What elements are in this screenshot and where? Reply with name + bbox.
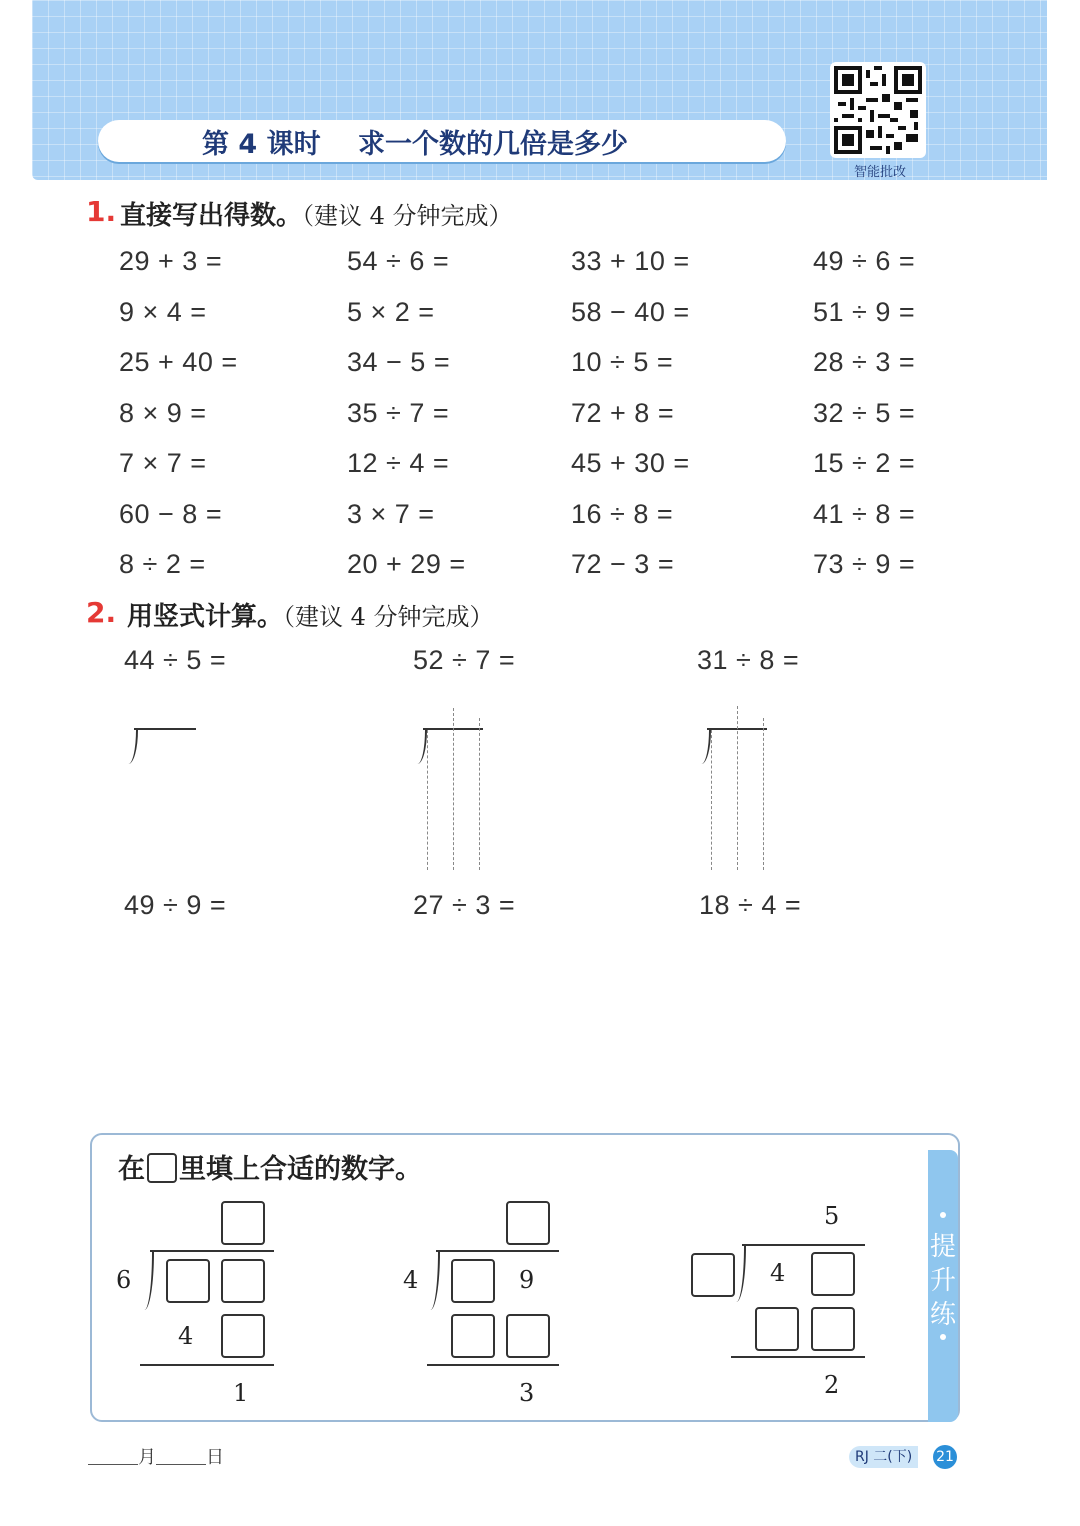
quotient-digit: 5	[824, 1202, 840, 1230]
month-label: 月	[138, 1447, 156, 1468]
vertical-problem: 52 ÷ 7 =	[413, 645, 516, 675]
vertical-problem: 27 ÷ 3 =	[413, 890, 516, 920]
vertical-problem: 49 ÷ 9 =	[124, 890, 227, 920]
blank-box-sample	[147, 1153, 177, 1183]
day-blank[interactable]	[156, 1446, 206, 1465]
math-fact: 72 − 3 =	[571, 549, 675, 579]
page-number: 21	[933, 1445, 957, 1469]
math-fact: 58 − 40 =	[571, 297, 690, 327]
lesson-topic: 求一个数的几倍是多少	[358, 128, 628, 160]
math-fact: 8 ÷ 2 =	[119, 549, 206, 579]
guide-dashline	[427, 730, 428, 870]
math-fact: 16 ÷ 8 =	[571, 499, 674, 529]
math-fact: 72 + 8 =	[571, 398, 675, 428]
math-fact: 3 × 7 =	[347, 499, 435, 529]
section-2-hint: （建议 4 分钟完成）	[283, 603, 494, 631]
divisor-digit: 6	[116, 1266, 132, 1294]
math-fact: 7 × 7 =	[119, 448, 207, 478]
section-2-title-text: 用竖式计算。	[127, 602, 284, 632]
section-2-number: 2.	[86, 596, 117, 629]
math-fact: 35 ÷ 7 =	[347, 398, 450, 428]
math-fact: 20 + 29 =	[347, 549, 466, 579]
vertical-problem: 31 ÷ 8 =	[697, 645, 800, 675]
dividend-tens-box[interactable]	[166, 1259, 210, 1303]
math-fact: 54 ÷ 6 =	[347, 246, 450, 276]
section-1-title	[120, 195, 513, 232]
division-bracket	[695, 730, 711, 764]
bonus-title-pre: 在	[118, 1154, 145, 1185]
math-fact: 45 + 30 =	[571, 448, 690, 478]
subtraction-line	[427, 1364, 559, 1366]
bonus-side-tab	[928, 1150, 958, 1422]
division-bar	[150, 1250, 274, 1252]
division-bracket	[411, 730, 427, 764]
side-dot	[940, 1334, 946, 1340]
math-fact: 10 ÷ 5 =	[571, 347, 674, 377]
product-tens-box[interactable]	[755, 1307, 799, 1351]
math-fact: 60 − 8 =	[119, 499, 223, 529]
product-ones-box[interactable]	[221, 1314, 265, 1358]
side-label-char: 提	[929, 1232, 956, 1262]
dividend-tens-digit: 4	[770, 1259, 786, 1287]
division-bar	[134, 728, 196, 730]
guide-dashline	[737, 706, 738, 870]
divisor-digit: 4	[403, 1266, 419, 1294]
math-fact: 15 ÷ 2 =	[813, 448, 916, 478]
math-fact: 41 ÷ 8 =	[813, 499, 916, 529]
product-tens-digit: 4	[178, 1322, 194, 1350]
math-fact: 33 + 10 =	[571, 246, 690, 276]
math-fact: 73 ÷ 9 =	[813, 549, 916, 579]
math-fact: 12 ÷ 4 =	[347, 448, 450, 478]
math-fact: 5 × 2 =	[347, 297, 435, 327]
section-1-number: 1.	[86, 195, 117, 228]
lesson-title-bar	[98, 120, 786, 162]
math-fact: 29 + 3 =	[119, 246, 223, 276]
section-1-title-text: 直接写出得数。	[120, 201, 303, 231]
division-bar	[742, 1244, 865, 1246]
vertical-problem: 44 ÷ 5 =	[124, 645, 227, 675]
guide-dashline	[711, 730, 712, 870]
math-fact: 34 − 5 =	[347, 347, 451, 377]
dividend-ones-box[interactable]	[811, 1252, 855, 1296]
side-label-char: 升	[929, 1266, 956, 1296]
remainder-digit: 2	[824, 1371, 840, 1399]
day-label: 日	[206, 1447, 224, 1468]
qr-code[interactable]	[830, 62, 926, 158]
vertical-problem: 18 ÷ 4 =	[699, 890, 802, 920]
product-tens-box[interactable]	[451, 1314, 495, 1358]
dividend-ones-box[interactable]	[221, 1259, 265, 1303]
guide-dashline	[453, 708, 454, 870]
section-1-hint: （建议 4 分钟完成）	[302, 202, 513, 230]
date-line	[88, 1443, 224, 1469]
edition-tag: RJ 二(下)	[849, 1446, 918, 1468]
bonus-title-post: 里填上合适的数字。	[179, 1154, 422, 1185]
guide-dashline	[479, 718, 480, 870]
division-bracket	[122, 730, 138, 764]
side-label-char: 练	[929, 1300, 956, 1330]
lesson-number: 第 4 课时	[202, 128, 321, 160]
remainder-digit: 1	[233, 1379, 249, 1407]
product-ones-box[interactable]	[811, 1307, 855, 1351]
qr-code-icon	[834, 66, 922, 154]
subtraction-line	[731, 1356, 865, 1358]
math-fact: 32 ÷ 5 =	[813, 398, 916, 428]
division-bar	[436, 1250, 559, 1252]
month-blank[interactable]	[88, 1446, 138, 1465]
qr-caption: 智能批改	[853, 165, 906, 180]
remainder-digit: 3	[519, 1379, 535, 1407]
guide-dashline	[763, 718, 764, 870]
subtraction-line	[140, 1364, 274, 1366]
quotient-box[interactable]	[506, 1201, 550, 1245]
math-fact: 28 ÷ 3 =	[813, 347, 916, 377]
section-2-title	[127, 596, 494, 633]
divisor-box[interactable]	[691, 1253, 735, 1297]
side-dot	[940, 1212, 946, 1218]
math-fact: 49 ÷ 6 =	[813, 246, 916, 276]
math-fact: 9 × 4 =	[119, 297, 207, 327]
bonus-title	[118, 1147, 422, 1186]
math-fact: 25 + 40 =	[119, 347, 238, 377]
dividend-ones-digit: 9	[519, 1266, 535, 1294]
quotient-box[interactable]	[221, 1201, 265, 1245]
math-fact: 51 ÷ 9 =	[813, 297, 916, 327]
product-ones-box[interactable]	[506, 1314, 550, 1358]
math-fact: 8 × 9 =	[119, 398, 207, 428]
dividend-tens-box[interactable]	[451, 1259, 495, 1303]
